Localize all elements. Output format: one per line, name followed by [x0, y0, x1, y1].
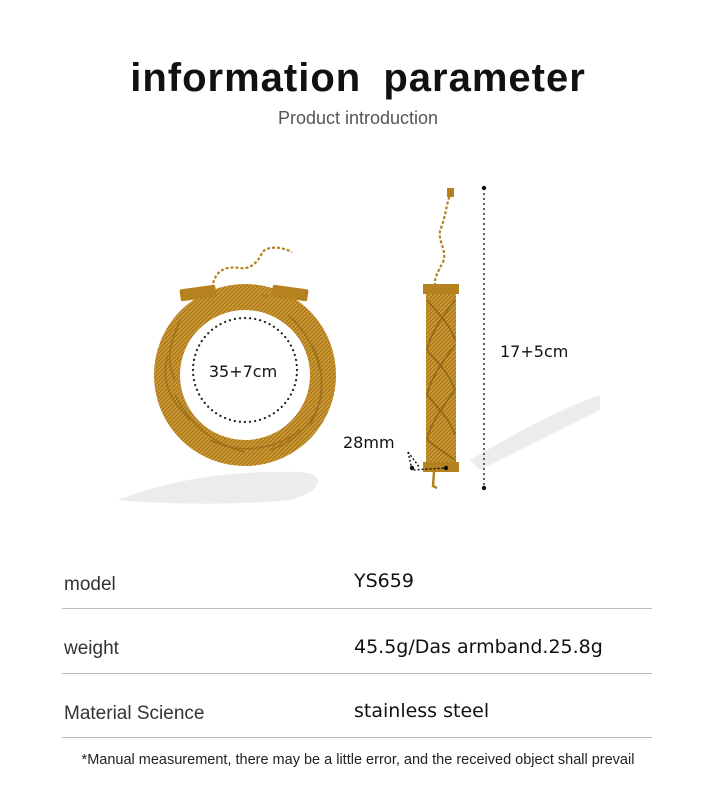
spec-name: model [64, 574, 116, 595]
spec-value: YS659 [354, 570, 414, 592]
bracelet-graphic [423, 188, 459, 488]
bracelet-length-label: 17+5cm [500, 342, 569, 361]
page-subtitle: Product introduction [277, 108, 439, 128]
spec-value: 45.5g/Das armband.25.8g [354, 636, 603, 658]
necklace-shadow [118, 472, 318, 504]
spec-row-model [62, 566, 652, 630]
spec-name: weight [64, 638, 119, 659]
bracelet-shadow [470, 395, 600, 470]
measurement-footnote: *Manual measurement, there may be a little error, and the received object shall prevail [81, 752, 635, 768]
spec-value: stainless steel [354, 700, 490, 722]
divider [62, 737, 652, 738]
spec-row-weight [62, 632, 652, 696]
necklace-size-label: 35+7cm [208, 362, 278, 381]
spec-name: Material Science [64, 703, 205, 724]
product-illustration [0, 170, 716, 530]
page-title: information parameter [130, 56, 586, 100]
divider [62, 673, 652, 674]
divider [62, 608, 652, 609]
bracelet-width-label: 28mm [343, 433, 395, 452]
necklace-graphic [165, 248, 323, 453]
